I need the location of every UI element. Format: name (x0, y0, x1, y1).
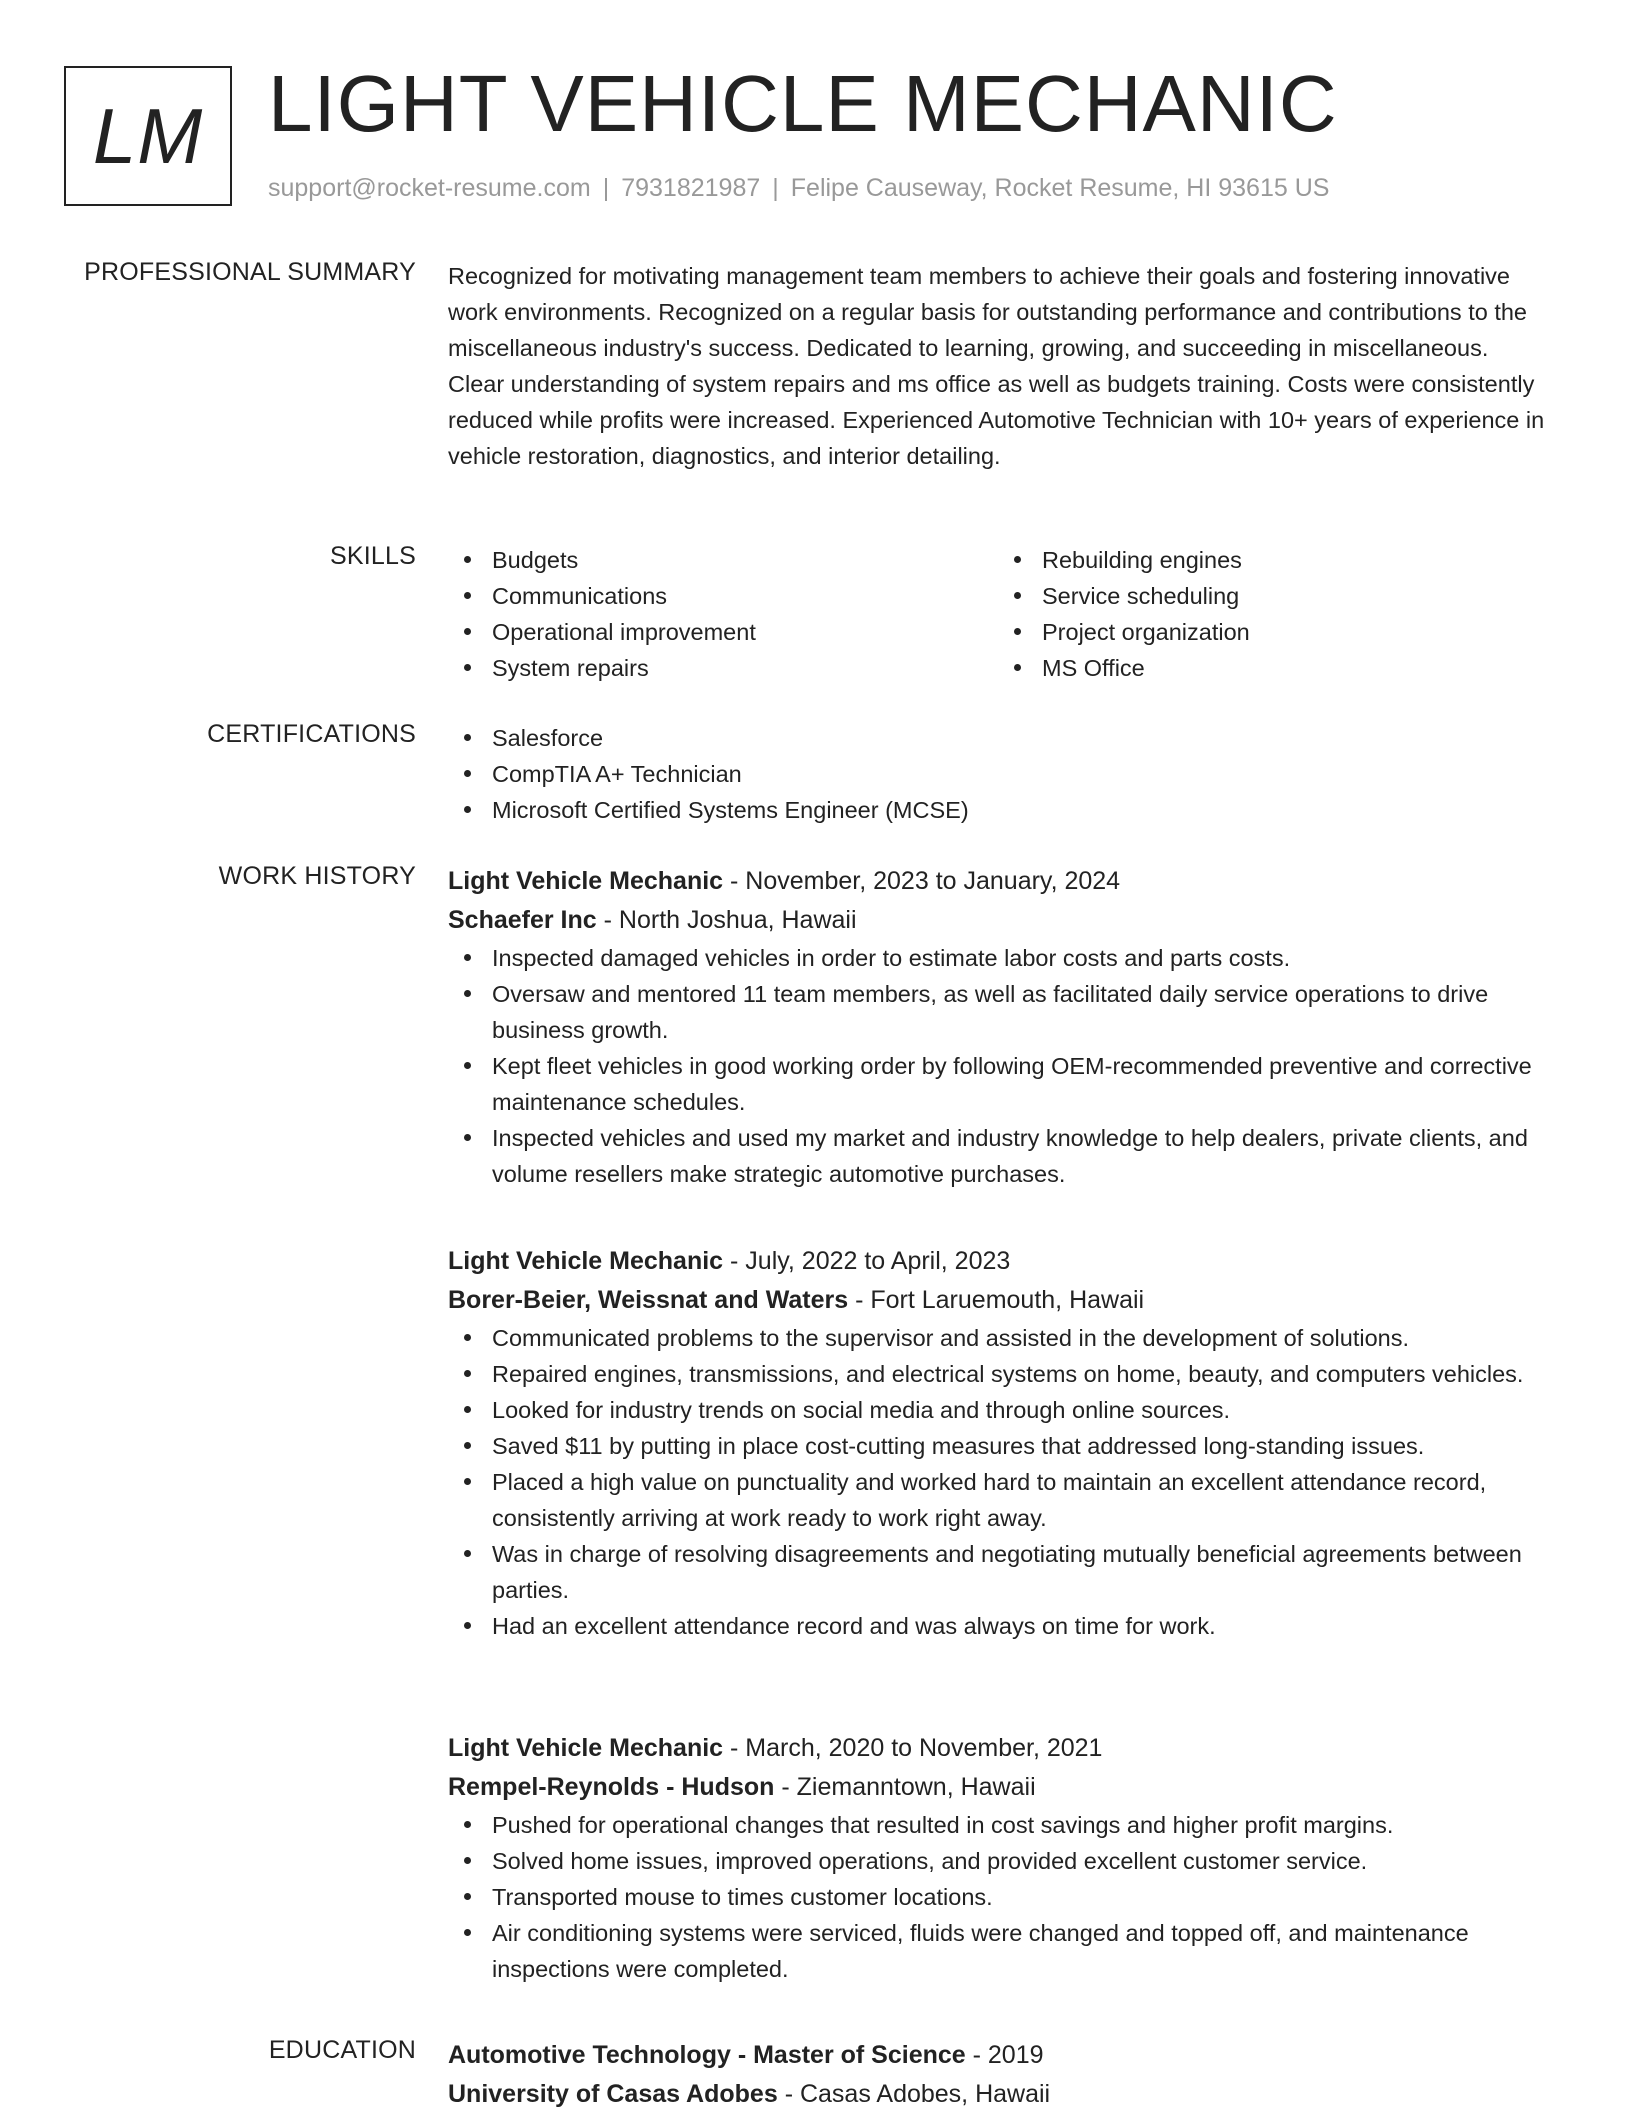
job-entry (448, 862, 1558, 1192)
job-bullet: Solved home issues, improved operations, and provided excellent customer service. (448, 1843, 1558, 1879)
job-company: Schaefer Inc (448, 906, 597, 934)
education-body (448, 2036, 1548, 2114)
job-company-line (448, 1281, 1558, 1320)
job-bullets (448, 1807, 1558, 1987)
job-bullet: Communicated problems to the supervisor and assisted in the development of solutions. (448, 1320, 1558, 1356)
skill-item: Communications (448, 578, 998, 614)
monogram-logo: LM (64, 66, 232, 206)
job-entry (448, 1242, 1558, 1644)
job-bullet: Had an excellent attendance record and was always on time for work. (448, 1608, 1558, 1644)
summary-text: Recognized for motivating management team members to achieve their goals and fostering innovative work environments. Recognized on a regular basis for outstanding performance and contributions to the miscellaneous industry's success. Dedicated to learning, growing, and succeeding in miscellaneous. Clear understanding of system repairs and ms office as well as budgets training. Costs were consistently reduced while profits were increased. Experienced Automotive Technician with 10+ years of experience in vehicle restoration, diagnostics, and interior detailing. (448, 263, 1545, 469)
job-dates: - March, 2020 to November, 2021 (723, 1734, 1103, 1762)
certification-item: Salesforce (448, 720, 1548, 756)
job-dates: - July, 2022 to April, 2023 (723, 1247, 1011, 1275)
job-title: Light Vehicle Mechanic (448, 1734, 724, 1762)
section-label-work-history: WORK HISTORY (218, 862, 416, 890)
section-label-education: EDUCATION (268, 2036, 416, 2064)
education-degree-line (448, 2036, 1548, 2075)
job-company-line (448, 1768, 1558, 1807)
skills-column-right (998, 542, 1548, 686)
skill-item: Project organization (998, 614, 1548, 650)
job-title-line (448, 862, 1558, 901)
contact-separator: | (772, 174, 779, 202)
contact-email: support@rocket-resume.com (268, 174, 591, 202)
job-bullet: Oversaw and mentored 11 team members, as well as facilitated daily service operations to drive business growth. (448, 976, 1558, 1048)
job-bullet: Inspected damaged vehicles in order to estimate labor costs and parts costs. (448, 940, 1558, 976)
certifications-list (448, 720, 1548, 828)
job-title: Light Vehicle Mechanic (448, 1247, 724, 1275)
job-bullet: Placed a high value on punctuality and worked hard to maintain an excellent attendance record, consistently arriving at work ready to work right away. (448, 1464, 1558, 1536)
job-company-line (448, 901, 1558, 940)
job-bullet: Looked for industry trends on social media and through online sources. (448, 1392, 1558, 1428)
skills-column-left (448, 542, 998, 686)
resume-title: LIGHT VEHICLE MECHANIC (268, 59, 1338, 148)
skill-item: Service scheduling (998, 578, 1548, 614)
contact-line (268, 174, 1329, 203)
skill-item: MS Office (998, 650, 1548, 686)
job-bullet: Kept fleet vehicles in good working order by following OEM-recommended preventive and corrective maintenance schedules. (448, 1048, 1558, 1120)
job-bullet: Pushed for operational changes that resulted in cost savings and higher profit margins. (448, 1807, 1558, 1843)
job-bullet: Air conditioning systems were serviced, fluids were changed and topped off, and maintenance inspections were completed. (448, 1915, 1558, 1987)
education-degree: Automotive Technology - Master of Science (448, 2041, 966, 2069)
job-bullet: Was in charge of resolving disagreements and negotiating mutually beneficial agreements between parties. (448, 1536, 1558, 1608)
education-location: - Casas Adobes, Hawaii (777, 2080, 1051, 2108)
job-company: Rempel-Reynolds - Hudson (448, 1773, 775, 1801)
summary-body (448, 258, 1548, 474)
education-school: University of Casas Adobes (448, 2080, 778, 2108)
job-bullet: Inspected vehicles and used my market and industry knowledge to help dealers, private clients, and volume resellers make strategic automotive purchases. (448, 1120, 1558, 1192)
job-title-line (448, 1242, 1558, 1281)
contact-address: Felipe Causeway, Rocket Resume, HI 93615 US (790, 174, 1330, 202)
job-location: - Ziemanntown, Hawaii (774, 1773, 1036, 1801)
skill-item: Rebuilding engines (998, 542, 1548, 578)
job-bullet: Transported mouse to times customer locations. (448, 1879, 1558, 1915)
job-dates: - November, 2023 to January, 2024 (723, 867, 1121, 895)
section-label-summary: PROFESSIONAL SUMMARY (84, 258, 416, 286)
contact-separator: | (602, 174, 610, 202)
contact-phone: 7931821987 (621, 174, 761, 202)
skill-item: System repairs (448, 650, 998, 686)
job-company: Borer-Beier, Weissnat and Waters (448, 1286, 849, 1314)
certification-item: CompTIA A+ Technician (448, 756, 1548, 792)
job-entry (448, 1729, 1558, 1987)
certification-item: Microsoft Certified Systems Engineer (MCSE) (448, 792, 1548, 828)
skill-item: Operational improvement (448, 614, 998, 650)
skills-grid (448, 542, 1548, 686)
section-label-skills: SKILLS (330, 542, 416, 570)
job-bullet: Saved $11 by putting in place cost-cutting measures that addressed long-standing issues. (448, 1428, 1558, 1464)
job-location: - North Joshua, Hawaii (596, 906, 857, 934)
job-bullet: Repaired engines, transmissions, and electrical systems on home, beauty, and computers vehicles. (448, 1356, 1558, 1392)
job-title-line (448, 1729, 1558, 1768)
job-bullets (448, 940, 1558, 1192)
education-year: - 2019 (965, 2041, 1044, 2069)
certifications-body (448, 720, 1548, 828)
education-school-line (448, 2075, 1548, 2114)
job-bullets (448, 1320, 1558, 1644)
section-label-certifications: CERTIFICATIONS (207, 720, 416, 748)
skill-item: Budgets (448, 542, 998, 578)
job-title: Light Vehicle Mechanic (448, 867, 724, 895)
job-location: - Fort Laruemouth, Hawaii (848, 1286, 1145, 1314)
skills-body (448, 542, 1548, 686)
